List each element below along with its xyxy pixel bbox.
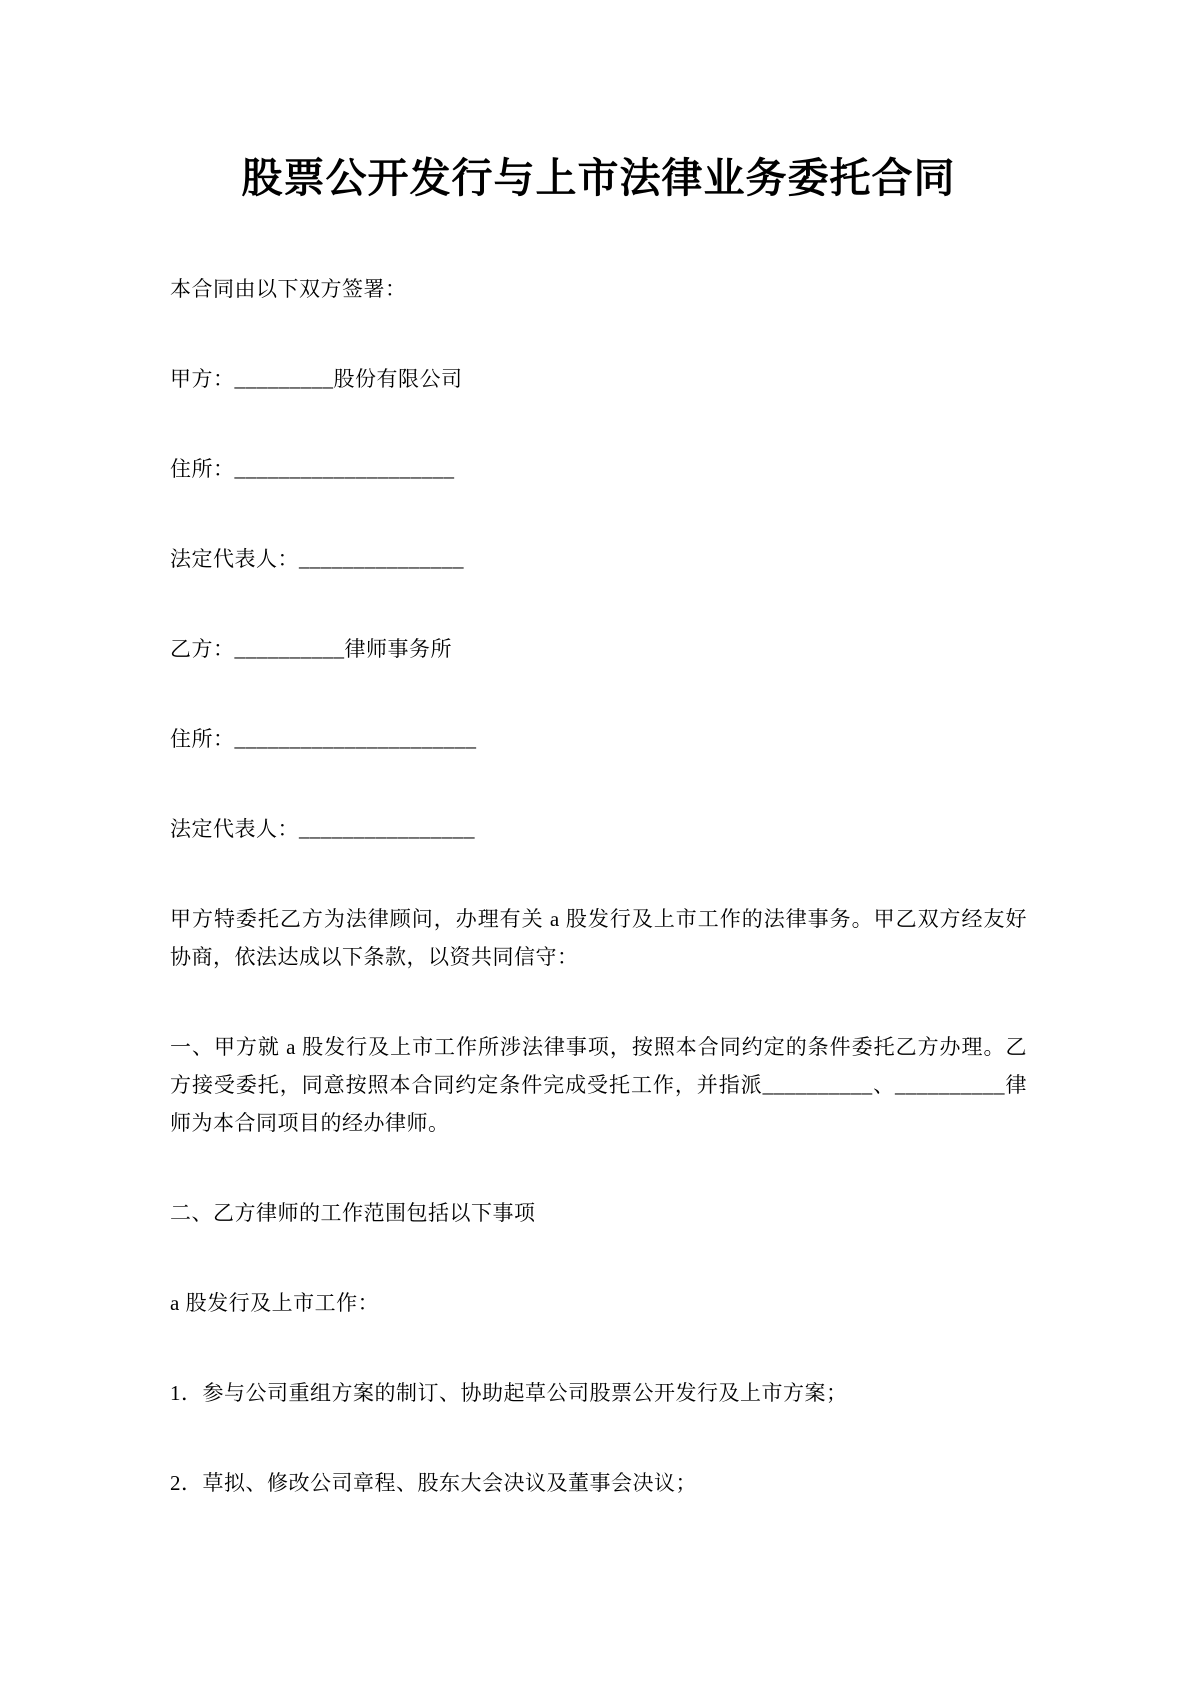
a-share-work-heading: a 股发行及上市工作：: [170, 1291, 380, 1315]
party-a-line: 甲方：_________股份有限公司: [170, 367, 463, 391]
page-title: 股票公开发行与上市法律业务委托合同: [241, 155, 956, 201]
party-a-legal-rep-line: 法定代表人：_______________: [170, 547, 464, 571]
clause-1-paragraph: 一、甲方就 a 股发行及上市工作所涉法律事项，按照本合同约定的条件委托乙方办理。乙方接受委托，同意按照本合同约定条件完成受托工作，并指派__________、__________律师为本合同项目的经办律师。: [170, 1035, 1027, 1135]
party-b-address-line: 住所：______________________: [170, 727, 477, 751]
intro-line: 本合同由以下双方签署：: [170, 277, 407, 301]
work-item-1: 1．参与公司重组方案的制订、协助起草公司股票公开发行及上市方案；: [170, 1381, 848, 1405]
engagement-statement-paragraph: 甲方特委托乙方为法律顾问，办理有关 a 股发行及上市工作的法律事务。甲乙双方经友好协商，依法达成以下条款，以资共同信守：: [170, 907, 1027, 969]
clause-2-heading: 二、乙方律师的工作范围包括以下事项: [170, 1201, 536, 1225]
work-item-2: 2．草拟、修改公司章程、股东大会决议及董事会决议；: [170, 1471, 697, 1495]
party-b-legal-rep-line: 法定代表人：________________: [170, 817, 475, 841]
party-b-line: 乙方：__________律师事务所: [170, 637, 452, 661]
party-a-address-line: 住所：____________________: [170, 457, 455, 481]
